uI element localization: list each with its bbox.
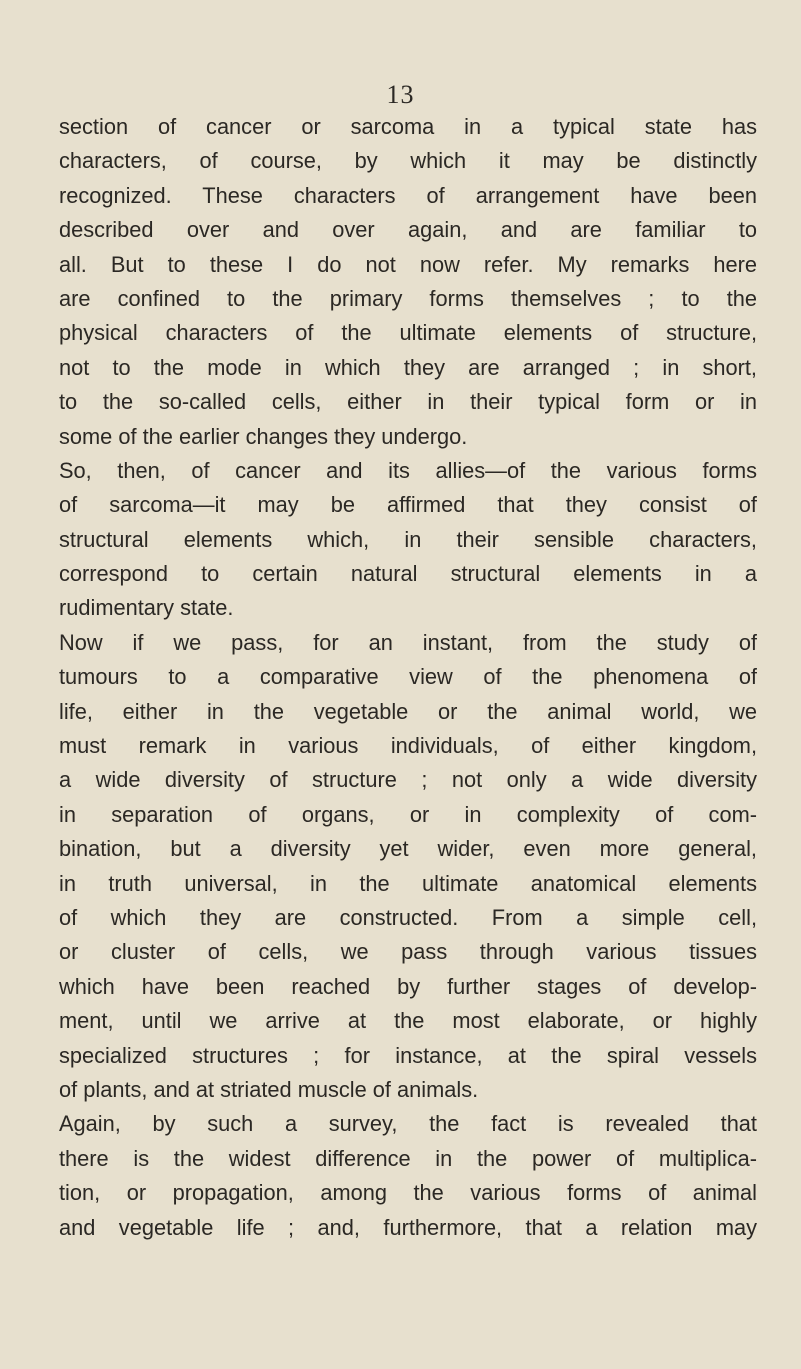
text-line: or cluster of cells, we pass through various tissues: [59, 939, 757, 965]
text-line: rudimentary state.: [59, 595, 234, 621]
text-line: of sarcoma—it may be affirmed that they consist of: [59, 492, 757, 518]
text-line: Now if we pass, for an instant, from the study of: [59, 629, 757, 655]
text-line: correspond to certain natural structural elements in a: [59, 561, 757, 587]
text-line: which have been reached by further stages of develop-: [59, 973, 757, 999]
text-line: ment, until we arrive at the most elaborate, or highly: [59, 1008, 757, 1034]
text-line: physical characters of the ultimate elements of structure,: [59, 320, 757, 346]
text-line: of which they are constructed. From a simple cell,: [59, 904, 757, 930]
text-line: So, then, of cancer and its allies—of the various forms: [59, 457, 757, 483]
text-line: must remark in various individuals, of either kingdom,: [59, 733, 757, 759]
text-line: structural elements which, in their sensible characters,: [59, 526, 757, 552]
text-line: tumours to a comparative view of the phenomena of: [59, 664, 757, 690]
text-line: in separation of organs, or in complexity of com-: [59, 801, 757, 827]
text-line: there is the widest difference in the power of multiplica-: [59, 1145, 757, 1171]
text-line: of plants, and at striated muscle of animals.: [59, 1076, 479, 1102]
text-line: all. But to these I do not now refer. My remarks here: [59, 251, 757, 277]
text-line: not to the mode in which they are arranged ; in short,: [59, 354, 757, 380]
text-line: section of cancer or sarcoma in a typical state has: [59, 114, 757, 139]
text-line: described over and over again, and are familiar to: [59, 217, 757, 243]
text-line: tion, or propagation, among the various forms of animal: [59, 1180, 757, 1206]
text-line: Again, by such a survey, the fact is revealed that: [59, 1111, 757, 1137]
text-line: to the so-called cells, either in their typical form or in: [59, 389, 757, 415]
text-line: some of the earlier changes they undergo.: [59, 423, 468, 449]
text-line: specialized structures ; for instance, at the spiral vessels: [59, 1042, 757, 1068]
text-line: recognized. These characters of arrangement have been: [59, 182, 757, 208]
text-line: are confined to the primary forms themselves ; to the: [59, 285, 757, 311]
text-line: bination, but a diversity yet wider, even more general,: [59, 836, 757, 862]
body-text: [59, 110, 757, 1245]
text-line: characters, of course, by which it may be distinctly: [59, 148, 757, 174]
text-line: a wide diversity of structure ; not only a wide diversity: [59, 767, 757, 793]
text-line: and vegetable life ; and, furthermore, that a relation may: [59, 1214, 757, 1240]
text-line: in truth universal, in the ultimate anatomical elements: [59, 870, 757, 896]
text-line: life, either in the vegetable or the animal world, we: [59, 698, 757, 724]
page-number: 13: [386, 80, 415, 109]
